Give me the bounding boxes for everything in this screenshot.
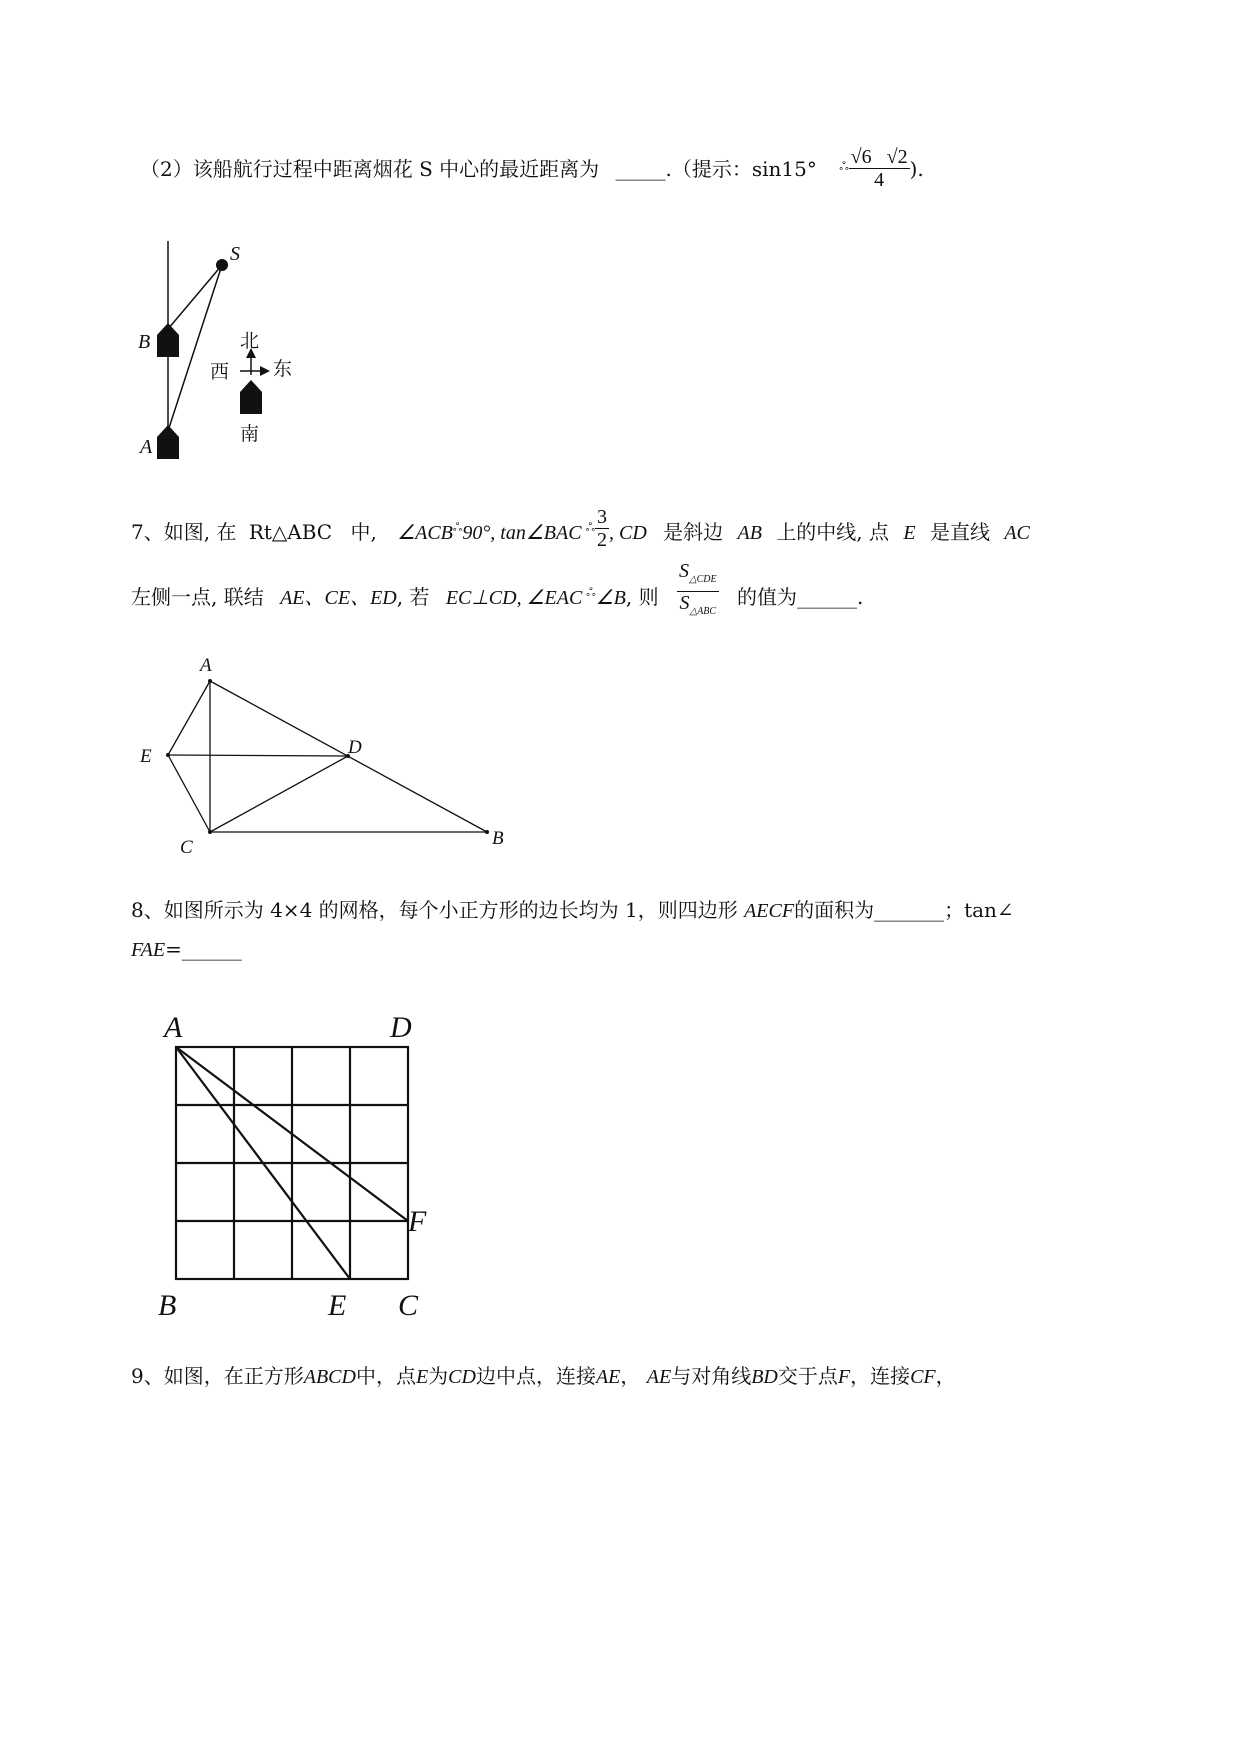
- q9-text-d: 边中点，连接: [475, 1364, 596, 1388]
- q9-text-g: 交于点: [777, 1364, 838, 1388]
- compass-south-label: 南: [240, 423, 260, 445]
- q8-tan-blank: ______: [181, 937, 242, 961]
- q6-num-a: √6: [850, 146, 872, 168]
- q6-num-b: √2: [886, 146, 908, 168]
- q8-fae: FAE: [131, 939, 166, 961]
- q9-ae: AE: [595, 1366, 621, 1388]
- q7-eq2: ஃ: [585, 520, 595, 534]
- q9-abcd: ABCD: [303, 1366, 356, 1388]
- label-e: E: [328, 1289, 347, 1322]
- q6-prefix: （2）该船航行过程中距离烟花 S 中心的最近距离为: [140, 157, 600, 181]
- q8-tan-text: ；tan∠: [944, 898, 1014, 922]
- q8-line1: [131, 898, 1014, 923]
- point-e-dot: [166, 753, 170, 757]
- q7-frac-den: 2: [597, 529, 607, 551]
- q7-deg90: 90°, tan∠BAC: [462, 522, 582, 544]
- figure-ship-diagram: [130, 235, 430, 495]
- label-s: S: [230, 243, 240, 265]
- q7-cd: , CD: [609, 522, 647, 544]
- q7-eq1: ஃ: [452, 520, 463, 534]
- q6-hint-fraction: [849, 146, 910, 191]
- q7-number: 7、如图, 在: [131, 520, 237, 544]
- q8-aecf: AECF: [744, 900, 795, 922]
- q7-answer-blank: ______: [797, 585, 857, 609]
- label-a: A: [140, 436, 153, 458]
- q9-cf: CF: [910, 1366, 936, 1388]
- q8-lead: 8、如图所示为 4×4 的网格，每个小正方形的边长均为 1，则四边形: [131, 898, 738, 922]
- q7-eq3: ஃ: [586, 585, 596, 599]
- label-a: A: [164, 1011, 183, 1044]
- compass-west-label: 西: [210, 361, 230, 383]
- q9-text-h: ，连接: [850, 1364, 911, 1388]
- seg-e-d: [168, 755, 348, 756]
- label-d: D: [348, 737, 362, 758]
- compass-east-label: 东: [273, 358, 293, 380]
- q6-frac-numerator: [849, 146, 910, 169]
- q7-s-num-sub: △CDE: [688, 574, 717, 585]
- q6-hint-open: .（提示：sin15°: [665, 157, 817, 181]
- q7-zhong: 中,: [350, 520, 377, 544]
- label-f: F: [408, 1205, 427, 1238]
- q7-line2-lead: 左侧一点, 联结: [131, 585, 264, 609]
- label-d: D: [390, 1011, 412, 1044]
- q9-text-e: ，: [620, 1364, 641, 1388]
- q9-text-f: 与对角线: [671, 1364, 752, 1388]
- q7-angle-acb: ∠ACB: [397, 522, 453, 544]
- q7-area-den: [677, 592, 719, 623]
- q6-blank: _____: [615, 157, 666, 181]
- q9-cd: CD: [448, 1366, 476, 1388]
- q7-tail: 的值为: [737, 585, 797, 609]
- q7-ac: AC: [1004, 522, 1030, 544]
- q9-line1: [131, 1364, 956, 1389]
- q7-ab: AB: [737, 522, 762, 544]
- q9-lead: 9、如图，在正方形: [131, 1364, 304, 1388]
- q7-zx: 是直线: [929, 520, 990, 544]
- compass-east-arrow-icon: [260, 366, 270, 376]
- q7-end: .: [857, 585, 864, 609]
- seg-e-c: [168, 755, 210, 832]
- q9-text-i: ，: [935, 1364, 956, 1388]
- q8-area-text: 的面积为: [794, 898, 875, 922]
- grid-lines: [176, 1047, 408, 1279]
- q6-hint-close: ).: [909, 157, 924, 181]
- label-b: B: [138, 331, 151, 353]
- q8-eq: =: [165, 937, 182, 961]
- q7-area-ratio: [677, 560, 719, 623]
- q7-s-num: S: [678, 560, 689, 582]
- q7-area-num: [677, 560, 719, 592]
- q7-shi: 是斜边: [663, 520, 724, 544]
- q9-text-c: 为: [428, 1364, 449, 1388]
- q6-frac-denominator: 4: [874, 169, 885, 191]
- q7-ruo: , 若: [396, 585, 430, 609]
- q9-ae2: AE: [646, 1366, 672, 1388]
- ship-b-icon: [157, 323, 179, 357]
- seg-e-a: [168, 681, 210, 755]
- q7-line1: [131, 506, 1030, 551]
- figure-grid-4x4: [150, 1005, 470, 1335]
- q7-mid: 上的中线, 点: [776, 520, 890, 544]
- q9-f: F: [837, 1366, 851, 1388]
- q6-part2-line: [140, 146, 924, 191]
- label-a: A: [200, 655, 212, 676]
- q7-rt-triangle: Rt△ABC: [248, 520, 333, 544]
- q7-tan-fraction: [595, 506, 609, 551]
- figure-triangle-abc: [130, 655, 530, 865]
- q7-line2: [131, 560, 864, 623]
- label-c: C: [180, 837, 193, 858]
- q9-bd: BD: [751, 1366, 778, 1388]
- q7-ae-ce-ed: AE、CE、ED: [280, 587, 397, 609]
- compass-north-label: 北: [240, 330, 260, 352]
- point-a-dot: [208, 679, 212, 683]
- q7-e: E: [903, 522, 916, 544]
- q8-line2: [131, 937, 242, 962]
- point-b-dot: [485, 830, 489, 834]
- q7-angle-b: ∠B: [595, 587, 626, 609]
- label-c: C: [398, 1289, 419, 1322]
- label-b: B: [492, 828, 504, 849]
- label-e: E: [140, 746, 152, 767]
- ship-a-icon: [157, 425, 179, 459]
- q7-frac-num: 3: [597, 506, 607, 528]
- q8-area-blank: _______: [874, 898, 945, 922]
- seg-c-d: [210, 756, 348, 832]
- q9-e: E: [415, 1366, 429, 1388]
- q7-s-den-sub: △ABC: [689, 606, 717, 617]
- q7-s-den: S: [679, 592, 690, 614]
- q7-condition: EC⊥CD, ∠EAC: [445, 587, 583, 609]
- q9-text-b: 中，点: [355, 1364, 416, 1388]
- q6-eq: ஃ: [839, 159, 849, 173]
- point-s-marker: [216, 259, 228, 271]
- line-b-s: [168, 265, 222, 329]
- label-b: B: [158, 1289, 177, 1322]
- compass-ship-icon: [240, 380, 262, 414]
- point-c-dot: [208, 830, 212, 834]
- q7-ze: , 则: [625, 585, 659, 609]
